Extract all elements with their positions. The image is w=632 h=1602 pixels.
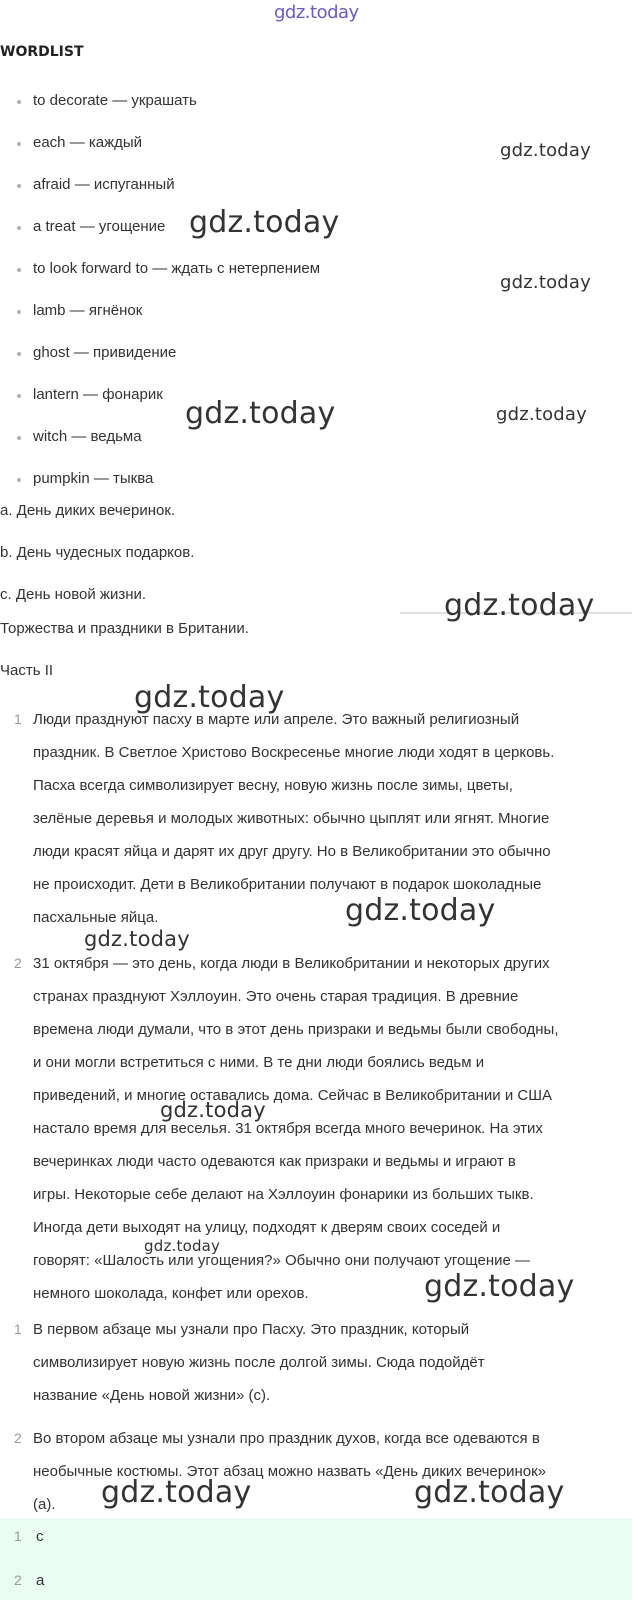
text-line: Пасха всегда символизирует весну, новую жизнь после зимы, цветы, [33,777,513,794]
text-line: зелёные деревья и молодых животных: обычно цыплят или ягнят. Многие [33,810,550,827]
list-item: pumpkin — тыква [0,464,320,506]
watermark: gdz.today [414,1475,565,1510]
explanation-number: 2 [14,1430,22,1446]
watermark: gdz.today [144,1237,221,1255]
list-item: to look forward to — ждать с нетерпением [0,254,320,296]
answer-number: 1 [14,1528,22,1544]
list-item: witch — ведьма [0,422,320,464]
answer-value: a [36,1572,45,1589]
divider [400,612,632,614]
part-label: Часть II [0,662,54,679]
watermark: gdz.today [424,1269,575,1304]
watermark: gdz.today [345,893,496,928]
watermark: gdz.today [189,205,340,240]
watermark: gdz.today [134,680,285,715]
option-c: c. День новой жизни. [0,586,147,603]
text-line: и они могли встретиться с ними. В те дни люди боялись ведьм и [33,1054,485,1071]
list-item: lantern — фонарик [0,380,320,422]
text-line: Люди празднуют пасху в марте или апреле. Это важный религиозный [33,711,520,728]
top-watermark: gdz.today [274,2,359,23]
list-item: each — каждый [0,128,320,170]
option-a: a. День диких вечеринок. [0,502,176,519]
text-line: не происходит. Дети в Великобритании получают в подарок шоколадные [33,876,542,893]
text-line: Иногда дети выходят на улицу, подходят к дверям своих соседей и [33,1219,501,1236]
text-line: 31 октября — это день, когда люди в Великобритании и некоторых других [33,955,550,972]
wordlist [0,86,320,506]
answer-row [0,1518,632,1558]
text-line: приведений, и многие оставались дома. Сейчас в Великобритании и США [33,1087,552,1104]
text-line: вечеринках люди часто одеваются как призраки и ведьмы и играют в [33,1153,516,1170]
text-line: люди красят яйца и дарят их друг другу. Но в Великобритании это обычно [33,843,551,860]
list-item: to decorate — украшать [0,86,320,128]
text-line: В первом абзаце мы узнали про Пасху. Это праздник, который [33,1321,470,1338]
text-line: пасхальные яйца. [33,909,159,926]
list-item: a treat — угощение [0,212,320,254]
watermark: gdz.today [500,272,592,293]
section-title: Торжества и праздники в Британии. [0,620,249,637]
watermark: gdz.today [496,404,588,425]
text-line: название «День новой жизни» (c). [33,1387,271,1404]
text-line: Во втором абзаце мы узнали про праздник духов, когда все одеваются в [33,1430,540,1447]
explanation-number: 1 [14,1321,22,1337]
text-line: времена люди думали, что в этот день призраки и ведьмы были свободны, [33,1021,559,1038]
answer-value: c [36,1528,44,1545]
option-b: b. День чудесных подарков. [0,544,195,561]
text-line: символизирует новую жизнь после долгой зимы. Сюда подойдёт [33,1354,485,1371]
title-options [0,498,194,624]
watermark: gdz.today [185,396,336,431]
list-item: lamb — ягнёнок [0,296,320,338]
text-line: праздник. В Светлое Христово Воскресенье многие люди ходят в церковь. [33,744,555,761]
text-line: странах празднуют Хэллоуин. Это очень старая традиция. В древние [33,988,519,1005]
answer-number: 2 [14,1572,22,1588]
watermark: gdz.today [101,1475,252,1510]
text-line: необычные костюмы. Этот абзац можно назвать «День диких вечеринок» [33,1463,547,1480]
answers-panel [0,1518,632,1600]
watermark: gdz.today [84,927,190,951]
paragraph-number: 1 [14,711,22,727]
watermark: gdz.today [500,140,592,161]
text-line: говорят: «Шалость или угощения?» Обычно они получают угощение — [33,1252,530,1269]
answer-row [0,1562,632,1602]
watermark: gdz.today [444,588,595,623]
wordlist-heading: WORDLIST [0,44,84,60]
text-line: (a). [33,1496,56,1513]
watermark: gdz.today [160,1098,266,1122]
text-line: игры. Некоторые себе делают на Хэллоуин фонарики из больших тыкв. [33,1186,534,1203]
paragraph-number: 2 [14,955,22,971]
list-item: ghost — привидение [0,338,320,380]
text-line: немного шоколада, конфет или орехов. [33,1285,309,1302]
list-item: afraid — испуганный [0,170,320,212]
text-line: настало время для веселья. 31 октября всегда много вечеринок. На этих [33,1120,543,1137]
